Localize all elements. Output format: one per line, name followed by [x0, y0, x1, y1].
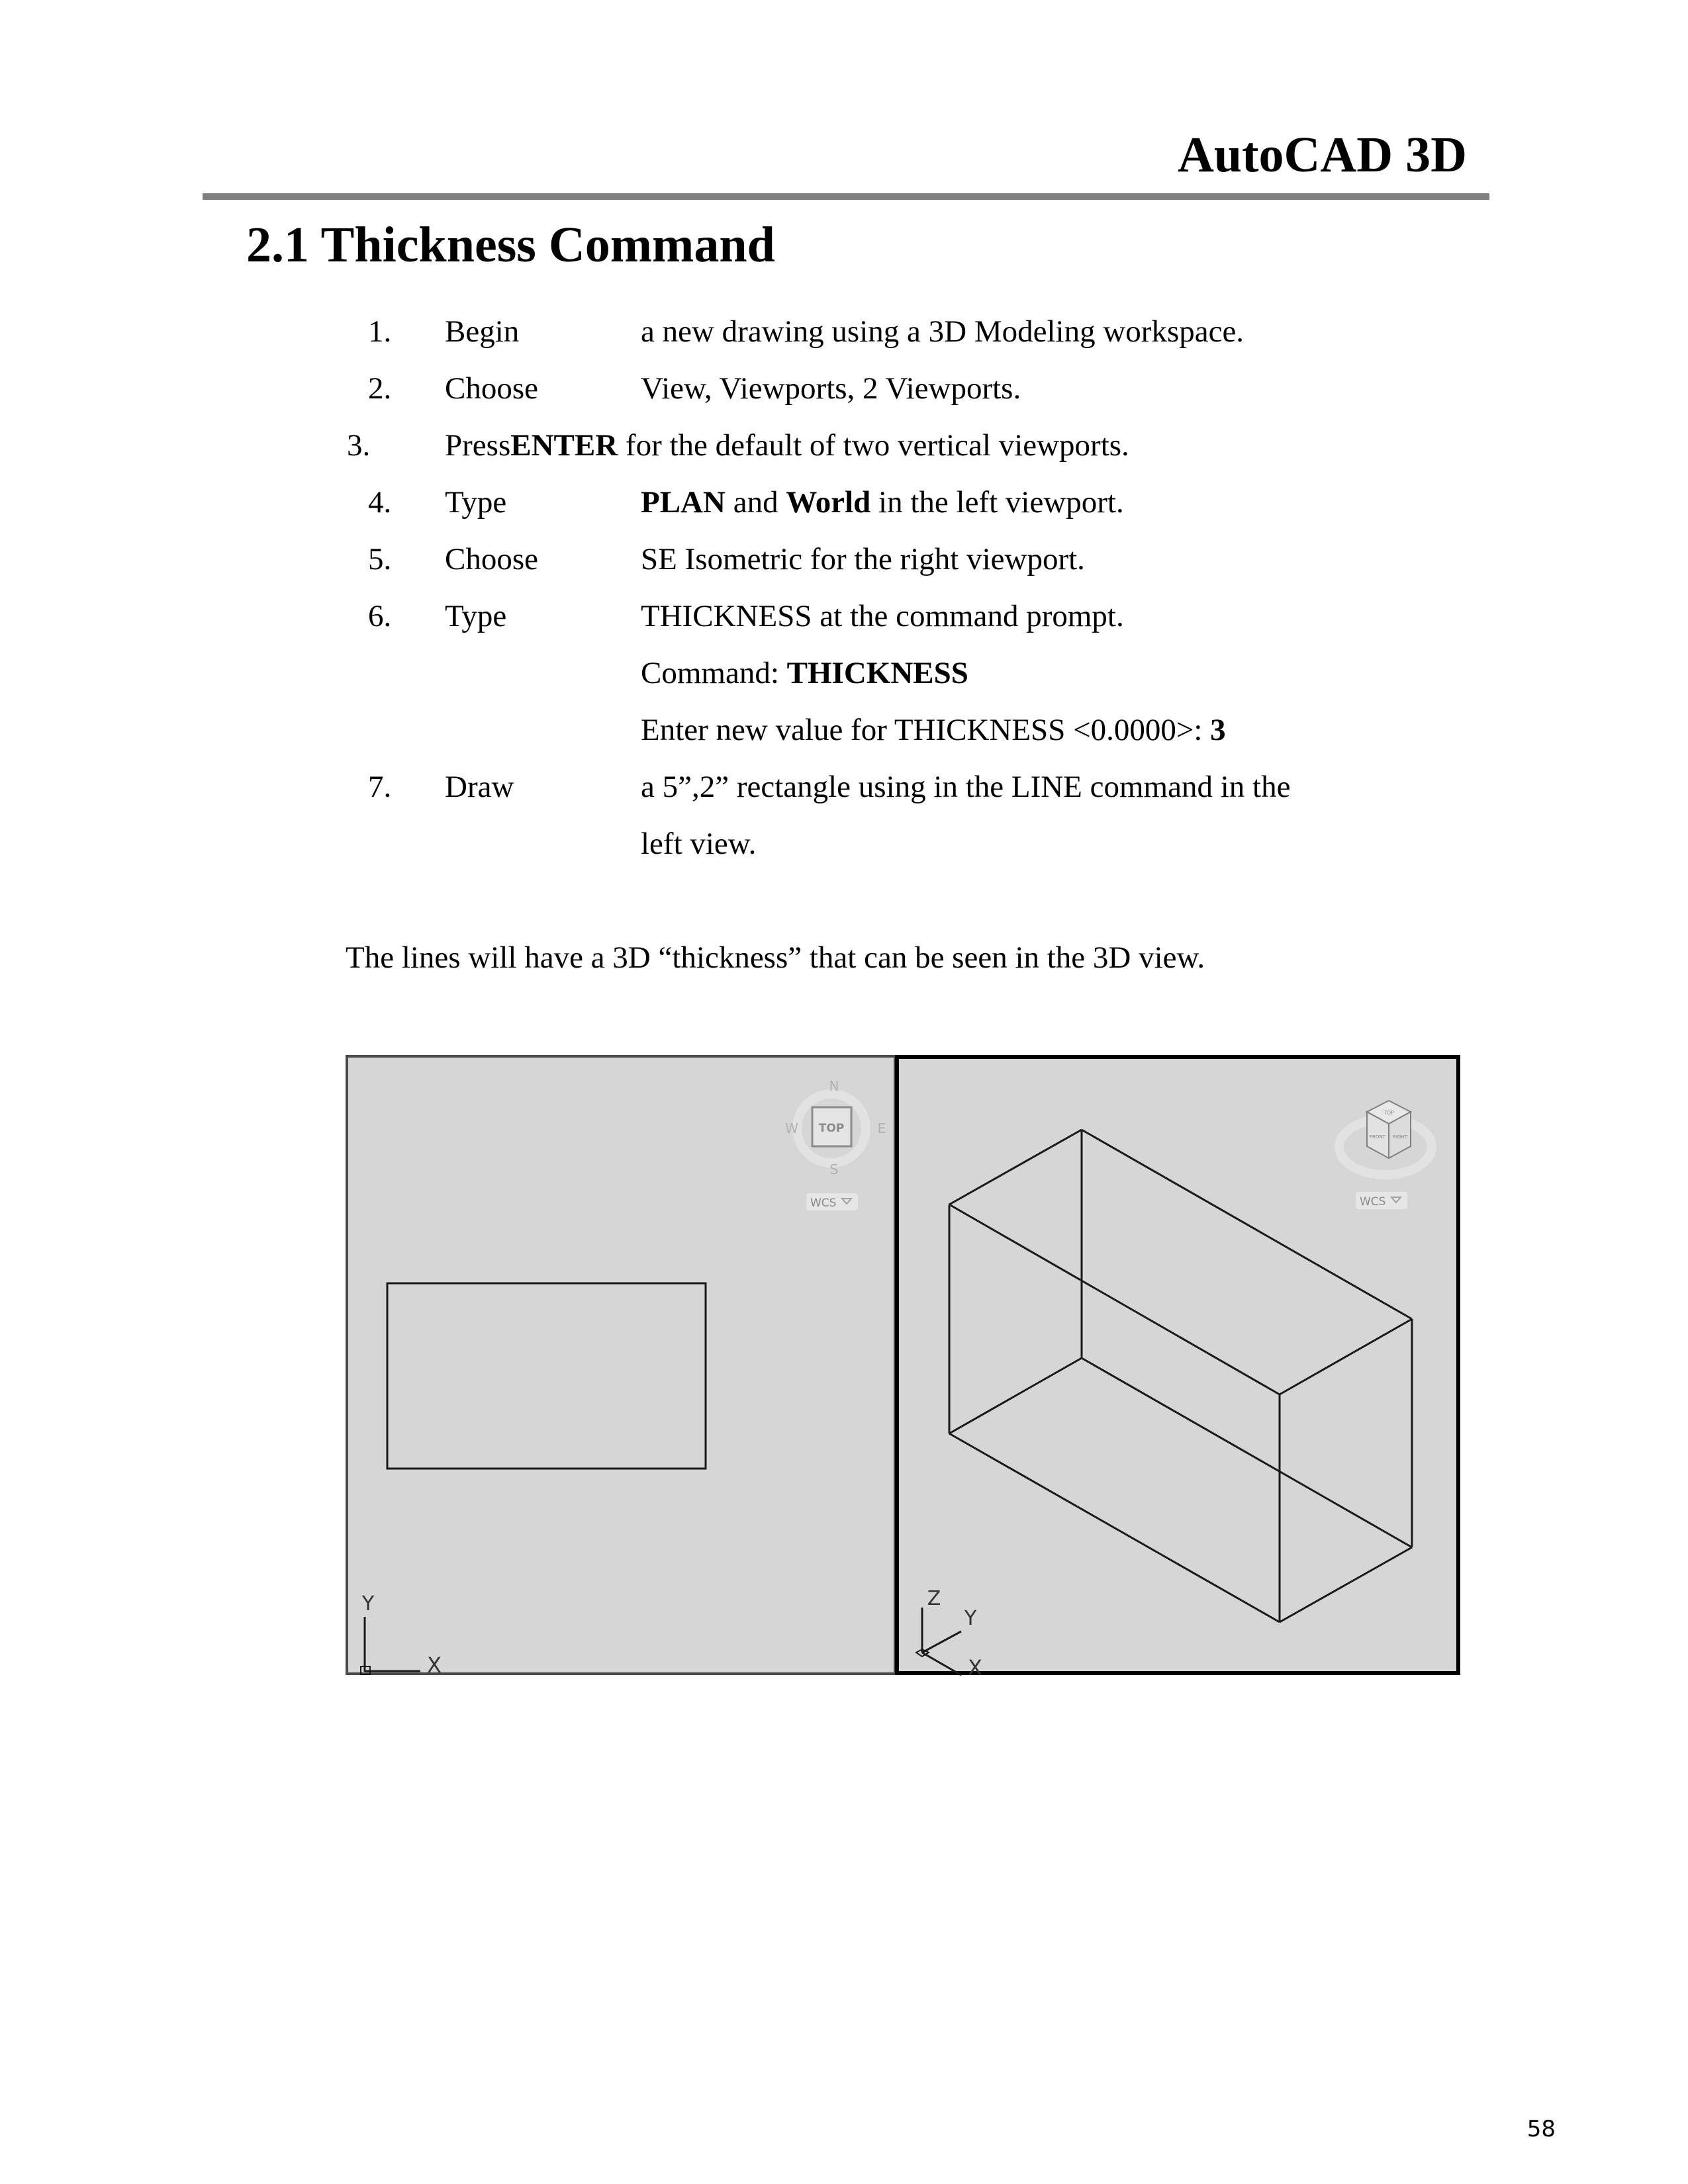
ucs-menu[interactable]: [1356, 1192, 1407, 1209]
step-number: 5.: [368, 542, 392, 576]
step-description: for the default of two vertical viewports.: [618, 428, 1129, 463]
step-description: SE Isometric for the right viewport.: [641, 542, 1085, 576]
prompt-text: Enter new value for THICKNESS <0.0000>:: [641, 713, 1211, 747]
viewcube-face-label: TOP: [818, 1122, 845, 1135]
plan-keyword: PLAN: [641, 485, 726, 520]
step-description-continued: left view.: [641, 827, 757, 861]
left-viewport[interactable]: [347, 1056, 895, 1678]
viewcube-right-label: RIGHT: [1393, 1134, 1407, 1140]
right-viewport[interactable]: [897, 1057, 1458, 1680]
body-paragraph: The lines will have a 3D “thickness” that can be seen in the 3D view.: [346, 940, 1205, 975]
command-prefix: Command:: [641, 656, 787, 690]
axis-z-label: Z: [927, 1587, 941, 1610]
viewcube-front-label: FRONT: [1370, 1134, 1385, 1140]
compass-e-label: E: [877, 1120, 886, 1136]
step-description: View, Viewports, 2 Viewports.: [641, 371, 1021, 406]
ucs-menu[interactable]: [806, 1193, 858, 1210]
ucs-menu-label: WCS: [810, 1197, 837, 1210]
step-description: a 5”,2” rectangle using in the LINE command in the: [641, 770, 1291, 804]
step-number: 3.: [347, 428, 371, 463]
compass-w-label: W: [785, 1120, 798, 1136]
compass-n-label: N: [829, 1078, 839, 1094]
step-verb: Press: [445, 428, 511, 463]
axis-x-label: X: [968, 1655, 982, 1680]
step-desc-end: in the left viewport.: [870, 485, 1124, 520]
step-verb: Draw: [445, 770, 514, 804]
prompt-value: 3: [1210, 713, 1226, 747]
step-number: 1.: [368, 314, 392, 349]
axis-y-label: Y: [964, 1607, 977, 1630]
step-verb: Type: [445, 485, 507, 520]
step-number: 7.: [368, 770, 392, 804]
axis-y-label: Y: [361, 1592, 375, 1615]
page-number: 58: [1526, 2116, 1556, 2142]
step-number: 6.: [368, 599, 392, 633]
section-title: 2.1 Thickness Command: [246, 217, 775, 273]
step-verb: Begin: [445, 314, 520, 349]
step-verb: Choose: [445, 371, 538, 406]
step-verb: Type: [445, 599, 507, 633]
step-description: a new drawing using a 3D Modeling workspace.: [641, 314, 1244, 349]
viewcube-top-label: TOP: [1383, 1110, 1395, 1116]
command-name: THICKNESS: [786, 656, 968, 690]
step-description: THICKNESS at the command prompt.: [641, 599, 1124, 633]
compass-s-label: S: [829, 1161, 839, 1177]
enter-key-label: ENTER: [510, 428, 618, 463]
left-viewport-frame: [347, 1056, 895, 1674]
ucs-menu-label: WCS: [1360, 1195, 1386, 1208]
step-desc-mid: and: [725, 485, 786, 520]
axis-x-label: X: [427, 1653, 442, 1678]
world-keyword: World: [786, 485, 871, 520]
header-title: AutoCAD 3D: [1178, 127, 1467, 183]
step-number: 2.: [368, 371, 392, 406]
step-verb: Choose: [445, 542, 538, 576]
step-number: 4.: [368, 485, 392, 520]
